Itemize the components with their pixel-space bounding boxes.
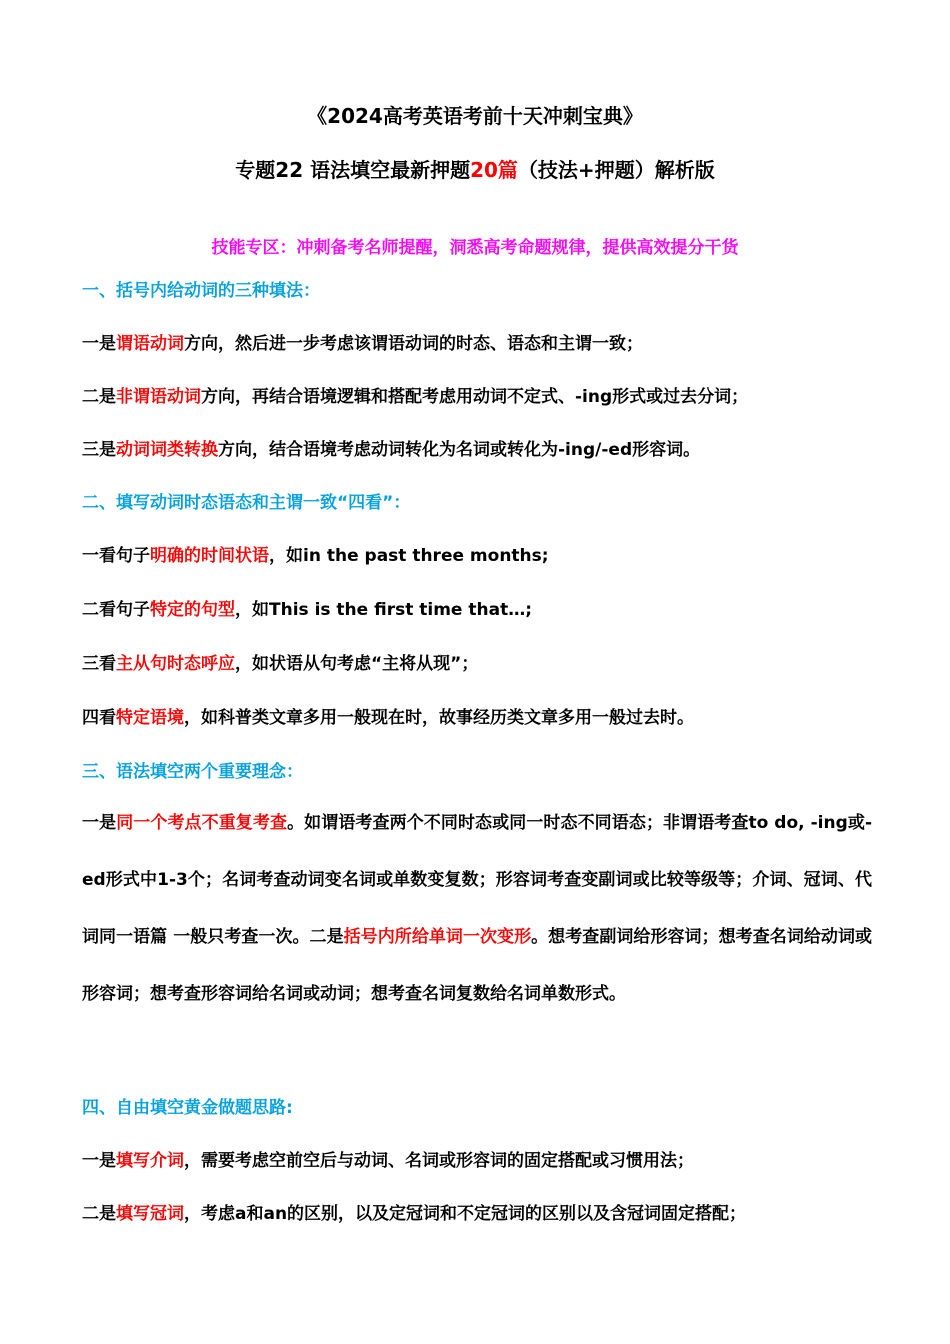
item-text: 方向，结合语境考虑动词转化为名词或转化为-ing/-ed形容词。 bbox=[218, 440, 701, 460]
item-highlight: 特定语境 bbox=[116, 708, 184, 728]
item-prefix: 一是 bbox=[82, 334, 116, 354]
subtitle-text-end: （技法+押题）解析版 bbox=[517, 158, 715, 182]
item-text: ，考虑a和an的区别，以及定冠词和不定冠词的区别以及含冠词固定搭配； bbox=[184, 1204, 747, 1224]
para-text: 。如谓语考查两个不同时态或同一时态不同语态；非谓语考查to do, -ing或-ed形式中1-3个；名词考查动词变名词或单数变复数；形容词考查变副词或比较等级等；介词、冠词、代词同一语篇 一般只考查一次。二是 bbox=[82, 813, 872, 947]
item-highlight: 明确的时间状语 bbox=[150, 546, 269, 566]
section3-heading: 三、语法填空两个重要理念： bbox=[82, 762, 303, 782]
para-highlight-2: 括号内所给单词一次变形 bbox=[343, 927, 532, 947]
item-prefix: 三是 bbox=[82, 440, 116, 460]
section1-item bbox=[82, 435, 700, 460]
section4-item bbox=[82, 1199, 746, 1224]
item-text: ，如状语从句考虑“主将从现”； bbox=[235, 654, 479, 674]
item-prefix: 一看句子 bbox=[82, 546, 150, 566]
section2-heading: 二、填写动词时态语态和主谓一致“四看”： bbox=[82, 493, 411, 513]
section1-item bbox=[82, 329, 643, 354]
item-prefix: 二是 bbox=[82, 387, 116, 407]
item-text: 方向，然后进一步考虑该谓语动词的时态、语态和主谓一致； bbox=[184, 334, 643, 354]
item-prefix: 四看 bbox=[82, 708, 116, 728]
item-prefix: 二是 bbox=[82, 1204, 116, 1224]
item-highlight: 动词词类转换 bbox=[116, 440, 218, 460]
section1-item bbox=[82, 382, 748, 407]
title-line1: 《2024高考英语考前十天冲刺宝典》 bbox=[307, 104, 643, 128]
section3-paragraph bbox=[82, 795, 872, 1023]
item-prefix: 二看句子 bbox=[82, 600, 150, 620]
item-highlight: 谓语动词 bbox=[116, 334, 184, 354]
item-highlight: 特定的句型 bbox=[150, 600, 235, 620]
item-text: 方向，再结合语境逻辑和搭配考虑用动词不定式、-ing形式或过去分词； bbox=[201, 387, 749, 407]
item-highlight: 非谓语动词 bbox=[116, 387, 201, 407]
para-text-end: 。想考查副词给形容词；想考查名词给动词或形容词；想考查形容词给名词或动词；想考查名词复数给名词单数形式。 bbox=[82, 927, 872, 1004]
para-prefix: 一是 bbox=[82, 813, 117, 833]
skill-zone-banner: 技能专区：冲刺备考名师提醒，洞悉高考命题规律，提供高效提分干货 bbox=[211, 238, 739, 258]
item-text: ，如科普类文章多用一般现在时，故事经历类文章多用一般过去时。 bbox=[184, 708, 694, 728]
section2-item bbox=[82, 541, 549, 566]
document-subtitle bbox=[0, 154, 950, 183]
section2-item bbox=[82, 595, 532, 620]
item-highlight: 主从句时态呼应 bbox=[116, 654, 235, 674]
section4-heading: 四、自由填空黄金做题思路: bbox=[82, 1098, 293, 1118]
para-highlight-1: 同一个考点不重复考查 bbox=[116, 813, 288, 833]
item-text: ，如This is the first time that…; bbox=[235, 600, 532, 620]
document-title bbox=[0, 100, 950, 129]
section2-item bbox=[82, 649, 478, 674]
item-highlight: 填写冠词 bbox=[116, 1204, 184, 1224]
item-text: ，需要考虑空前空后与动词、名词或形容词的固定搭配或习惯用法； bbox=[184, 1151, 694, 1171]
subtitle-text: 专题22 语法填空最新押题 bbox=[235, 158, 471, 182]
item-highlight: 填写介词 bbox=[116, 1151, 184, 1171]
item-text: ，如in the past three months; bbox=[269, 546, 549, 566]
section1-heading: 一、括号内给动词的三种填法： bbox=[82, 281, 320, 301]
item-prefix: 一是 bbox=[82, 1151, 116, 1171]
section4-item bbox=[82, 1146, 694, 1171]
subtitle-highlight: 20篇 bbox=[470, 158, 518, 182]
item-prefix: 三看 bbox=[82, 654, 116, 674]
section2-item bbox=[82, 703, 694, 728]
